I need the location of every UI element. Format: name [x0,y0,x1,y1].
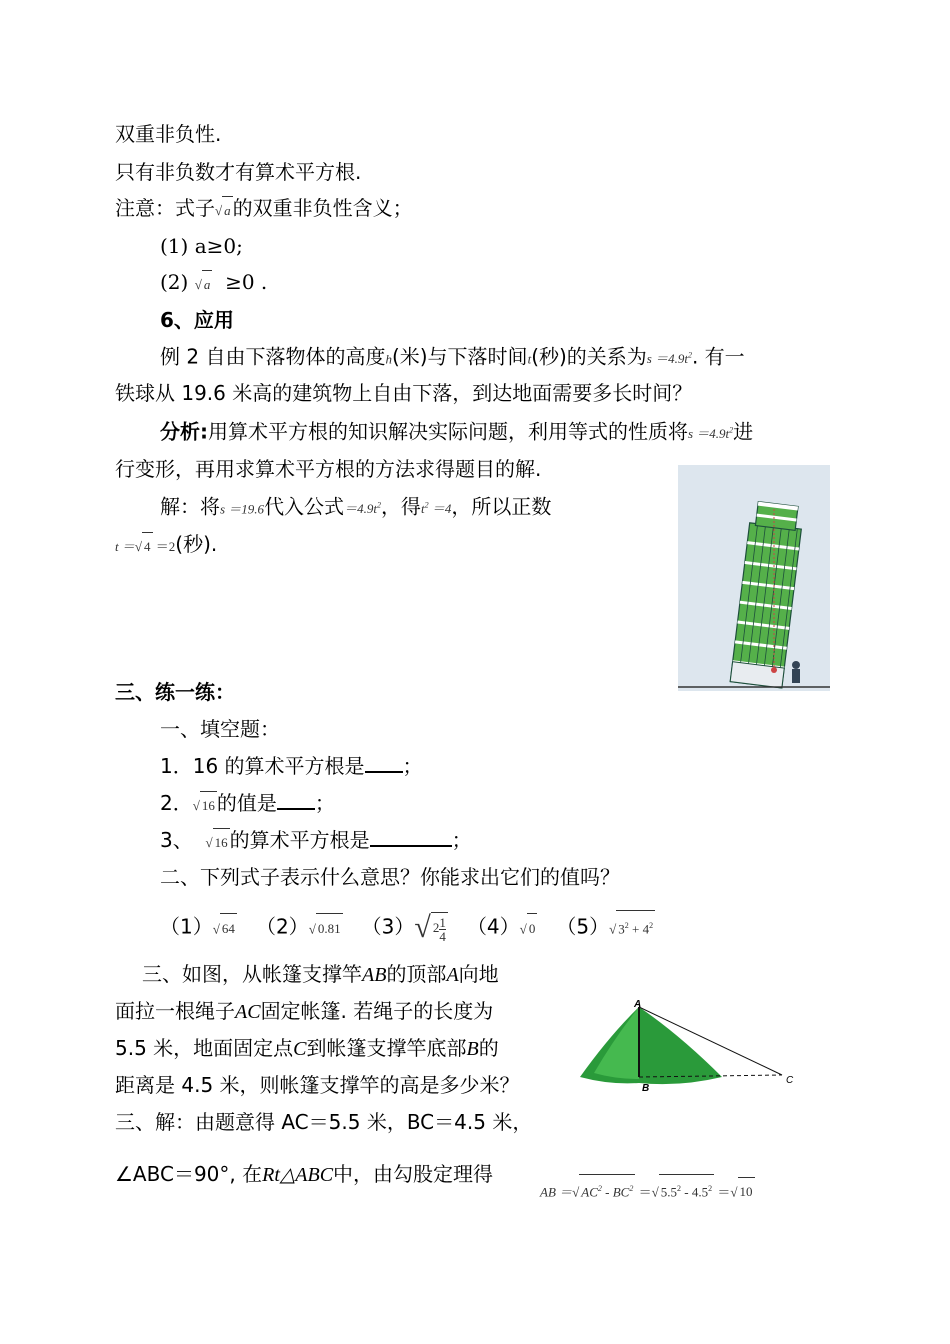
condition-1: (1) a≥0; [160,234,243,258]
example-line: 铁球从 19.6 米高的建筑物上自由下落，到达地面需要多长时间？ [115,381,693,405]
question-3: 3、 √ 16 的算术平方根是 ； [160,826,472,857]
analysis-line: 分析:用算术平方根的知识解决实际问题，利用等式的性质将$s =4.9t^2$进 [160,419,754,444]
solution-3-line: ∠ABC＝90°, 在Rt△ABC中，由勾股定理得 [115,1162,494,1186]
fill-blank-title: 一、填空题： [160,717,280,741]
solution-line: 解：将s ＝19.6代入公式$=4.9t^2$，得$t^2 =4$，所以正数 [160,494,552,519]
point-label-b: B [642,1083,650,1094]
options-row: （1）√ 64 （2）√ 0.81 （3）√ 2 $\frac{1}{4}$ （4）√ 0 （5）√ $3^2 + 4^2$ [160,910,654,944]
solution-line: t ＝√ 4 ＝2(秒). [115,530,217,561]
example-line: 例 2 自由下落物体的高度h(米)与下落时间t(秒)的关系为$s =4.9t^2$. 有一 [160,344,745,369]
answer-blank[interactable] [370,829,452,847]
text-line: 注意：式子√ a 的双重非负性含义； [115,194,413,225]
problem-3-line: 面拉一根绳子AC固定帐篷. 若绳子的长度为 [115,999,494,1023]
solution-3-line: 三、解：由题意得 AC＝5.5 米，BC＝4.5 米， [115,1110,533,1134]
answer-blank[interactable] [277,792,315,810]
problem-3-line: 5.5 米，地面固定点C到帐篷支撑竿底部B的 [115,1036,499,1060]
section-heading: 三、练一练： [115,680,235,704]
question-ii: 二、下列式子表示什么意思？你能求出它们的值吗？ [160,865,620,889]
question-1: 1．16 的算术平方根是 ； [160,754,423,778]
point-label-c: C [786,1075,794,1086]
section-heading: 6、应用 [160,308,234,332]
pythagorean-formula: AB ＝√ $AC^2 - BC^2$ ＝√ $5.5^2 - 4.5^2$ ＝√ 10 [540,1174,755,1206]
analysis-line: 行变形，再用求算术平方根的方法求得题目的解. [115,457,542,481]
condition-2: (2) √ a ≥0 . [160,268,267,299]
text-line: 双重非负性. [115,122,222,146]
point-label-a: A [634,999,642,1010]
problem-3-line: 三、如图，从帐篷支撑竿AB的顶部A向地 [142,962,499,986]
leaning-tower-illustration [678,465,830,691]
question-2: 2．√ 16 的值是 ； [160,789,335,820]
tent-diagram [570,995,810,1095]
text-line: 只有非负数才有算术平方根. [115,160,362,184]
problem-3-line: 距离是 4.5 米，则帐篷支撑竿的高是多少米？ [115,1073,520,1097]
answer-blank[interactable] [365,755,403,773]
